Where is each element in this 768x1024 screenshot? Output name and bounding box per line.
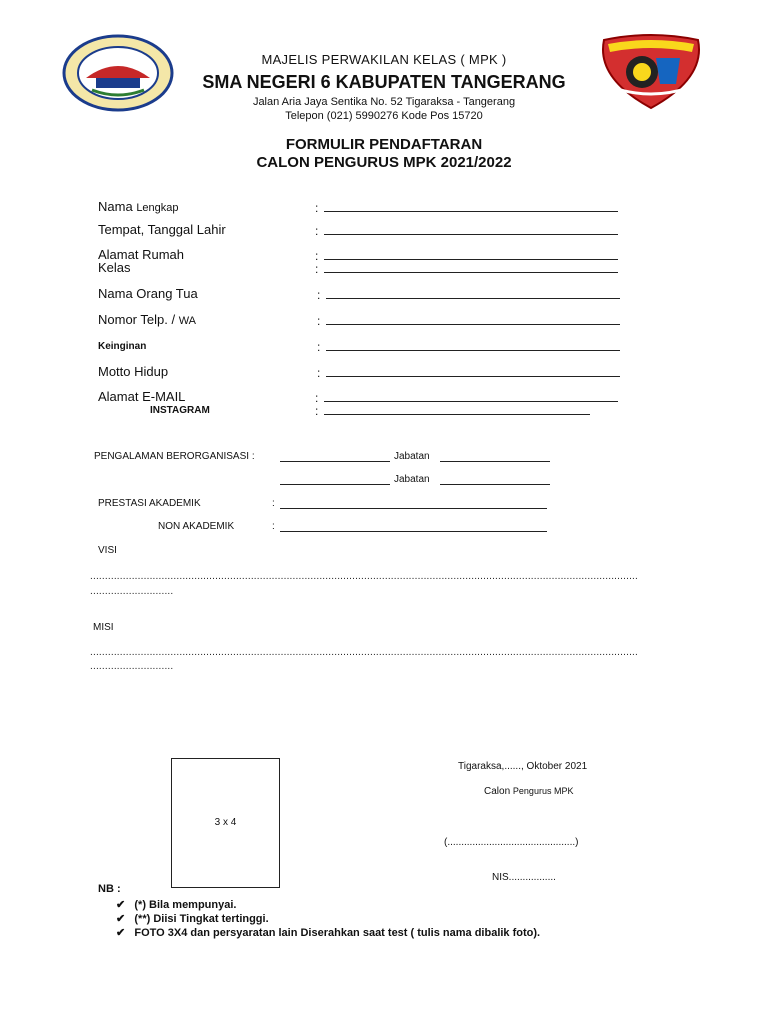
experience-line-1[interactable]	[280, 461, 390, 462]
jabatan-line-1[interactable]	[440, 461, 550, 462]
field-motto-line[interactable]	[326, 376, 620, 377]
colon: :	[315, 201, 319, 215]
signature-role: Calon Pengurus MPK	[484, 786, 574, 797]
field-telp-line[interactable]	[326, 324, 620, 325]
note-item-3: ✔ FOTO 3X4 dan persyaratan lain Diserahkan saat test ( tulis nama dibalik foto).	[116, 927, 541, 939]
field-kelas-label: Kelas	[98, 260, 131, 275]
field-email-line[interactable]	[324, 401, 618, 402]
field-ttl-line[interactable]	[324, 234, 618, 235]
colon: :	[315, 262, 319, 276]
misi-label: MISI	[93, 622, 114, 633]
field-ttl-label: Tempat, Tanggal Lahir	[98, 222, 226, 237]
colon: :	[315, 249, 319, 263]
field-instagram-label: INSTAGRAM	[150, 405, 210, 416]
check-icon: ✔	[116, 913, 126, 925]
school-address: Jalan Aria Jaya Sentika No. 52 Tigaraksa - Tangerang	[252, 96, 516, 108]
field-nama-label: Nama Lengkap	[98, 199, 179, 214]
jabatan-line-2[interactable]	[440, 484, 550, 485]
jabatan-label-2: Jabatan	[394, 474, 430, 485]
form-title: FORMULIR PENDAFTARAN	[285, 136, 483, 153]
field-nama-line[interactable]	[324, 211, 618, 212]
note-item-2: ✔ (**) Diisi Tingkat tertinggi.	[116, 913, 269, 925]
place-date: Tigaraksa,......, Oktober 2021	[458, 761, 588, 772]
experience-line-2[interactable]	[280, 484, 390, 485]
prestasi-non-line[interactable]	[280, 531, 547, 532]
colon: :	[317, 314, 321, 328]
colon: :	[272, 498, 275, 509]
field-motto-label: Motto Hidup	[98, 364, 169, 379]
field-instagram-line[interactable]	[324, 414, 590, 415]
colon: :	[272, 521, 275, 532]
prestasi-akademik-line[interactable]	[280, 508, 547, 509]
field-keinginan-line[interactable]	[326, 350, 620, 351]
check-icon: ✔	[116, 899, 126, 911]
photo-size-label: 3 x 4	[214, 817, 237, 828]
prestasi-akademik-label: PRESTASI AKADEMIK	[98, 498, 201, 509]
org-name: MAJELIS PERWAKILAN KELAS ( MPK )	[261, 52, 507, 67]
field-ortu-label: Nama Orang Tua	[98, 286, 198, 301]
field-alamat-label: Alamat Rumah	[98, 247, 184, 262]
photo-box	[171, 758, 280, 888]
colon: :	[317, 340, 321, 354]
field-alamat-line[interactable]	[324, 259, 618, 260]
experience-label: PENGALAMAN BERORGANISASI :	[94, 451, 255, 462]
check-icon: ✔	[116, 927, 126, 939]
colon: :	[317, 366, 321, 380]
colon: :	[315, 391, 319, 405]
colon: :	[315, 404, 319, 418]
field-keinginan-label: Keinginan	[98, 341, 147, 352]
signature-name-line[interactable]: (..............................................)	[444, 837, 579, 848]
school-name: SMA NEGERI 6 KABUPATEN TANGERANG	[202, 72, 566, 92]
nb-label: NB :	[98, 883, 121, 895]
colon: :	[317, 288, 321, 302]
colon: :	[315, 224, 319, 238]
field-ortu-line[interactable]	[326, 298, 620, 299]
prestasi-non-label: NON AKADEMIK	[158, 521, 235, 532]
visi-dots-2[interactable]: ............................	[90, 586, 174, 597]
school-phone: Telepon (021) 5990276 Kode Pos 15720	[285, 110, 483, 122]
visi-dots-1[interactable]: ........................................................................................................................................................................................	[90, 571, 639, 582]
misi-dots-2[interactable]: ............................	[90, 661, 174, 672]
field-kelas-line[interactable]	[324, 272, 618, 273]
nis-line[interactable]: NIS.................	[492, 872, 556, 883]
form-subtitle: CALON PENGURUS MPK 2021/2022	[256, 154, 512, 171]
jabatan-label-1: Jabatan	[394, 451, 430, 462]
misi-dots-1[interactable]: ........................................................................................................................................................................................	[90, 647, 639, 658]
field-email-label: Alamat E-MAIL	[98, 389, 186, 404]
visi-label: VISI	[98, 545, 117, 556]
field-telp-label: Nomor Telp. / WA	[98, 312, 197, 327]
note-item-1: ✔ (*) Bila mempunyai.	[116, 899, 237, 911]
